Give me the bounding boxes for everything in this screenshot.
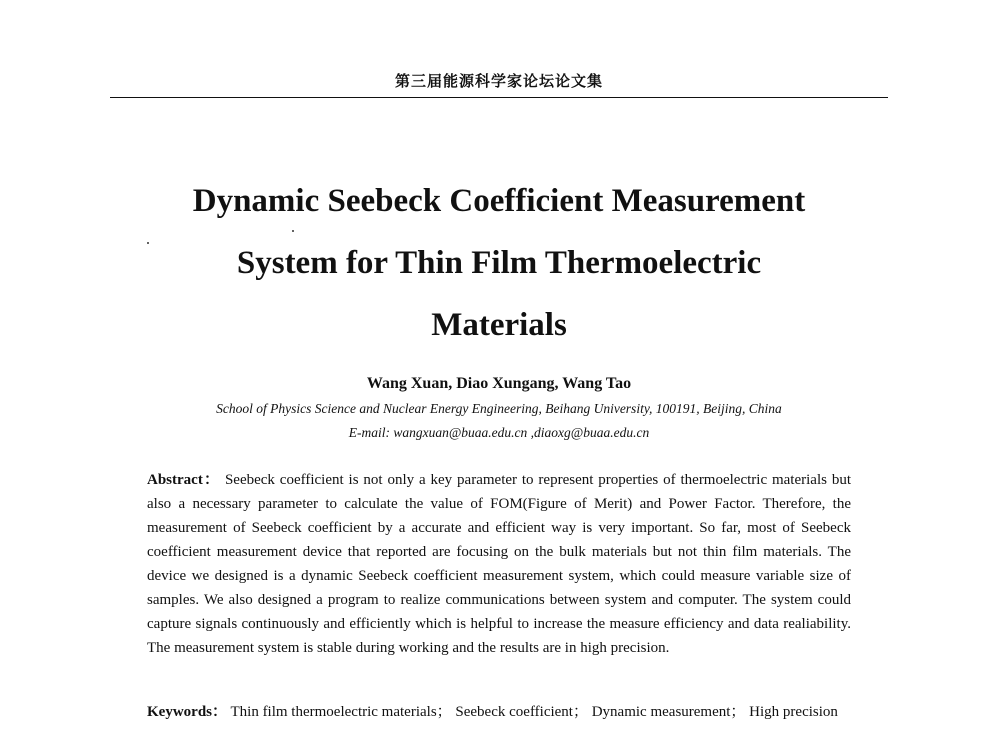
title-line: Dynamic Seebeck Coefficient Measurement	[192, 183, 806, 219]
title-line: Materials	[431, 307, 567, 343]
title-line: System for Thin Film Thermoelectric	[236, 245, 762, 281]
header-rule	[110, 97, 888, 98]
keywords-text: Thin film thermoelectric materials； Seebeck coefficient； Dynamic measurement； High precision	[230, 704, 838, 720]
abstract-text: Seebeck coefficient is not only a key parameter to represent properties of thermoelectric materials but also a necessary parameter to calculate the value of FOM(Figure of Merit) and Power Factor. Therefore, the measurement of Seebeck coefficient by a accurate and efficient way is very important. So far, most of Seebeck coefficient measurement device that reported are focusing on the bulk materials but not thin film materials. The device we designed is a dynamic Seebeck coefficient measurement system, which could measure variable size of samples. We also designed a program to realize communications between system and computer. The system could capture signals continuously and efficiently which is helpful to increase the measure efficiency and data realiability. The measurement system is stable during working and the results are in high precision.	[147, 472, 851, 656]
abstract	[147, 468, 851, 660]
keywords-label: Keywords：	[147, 704, 227, 720]
paper-title	[120, 170, 878, 356]
author-email: E-mail: wangxuan@buaa.edu.cn ,diaoxg@buaa.edu.cn	[348, 425, 650, 440]
abstract-label: Abstract：	[147, 472, 221, 488]
affiliation: School of Physics Science and Nuclear Energy Engineering, Beihang University, 100191, Beijing, China	[216, 401, 782, 416]
author-list: Wang Xuan, Diao Xungang, Wang Tao	[366, 375, 632, 392]
running-header: 第三届能源科学家论坛论文集	[394, 72, 603, 90]
keywords	[147, 700, 851, 724]
